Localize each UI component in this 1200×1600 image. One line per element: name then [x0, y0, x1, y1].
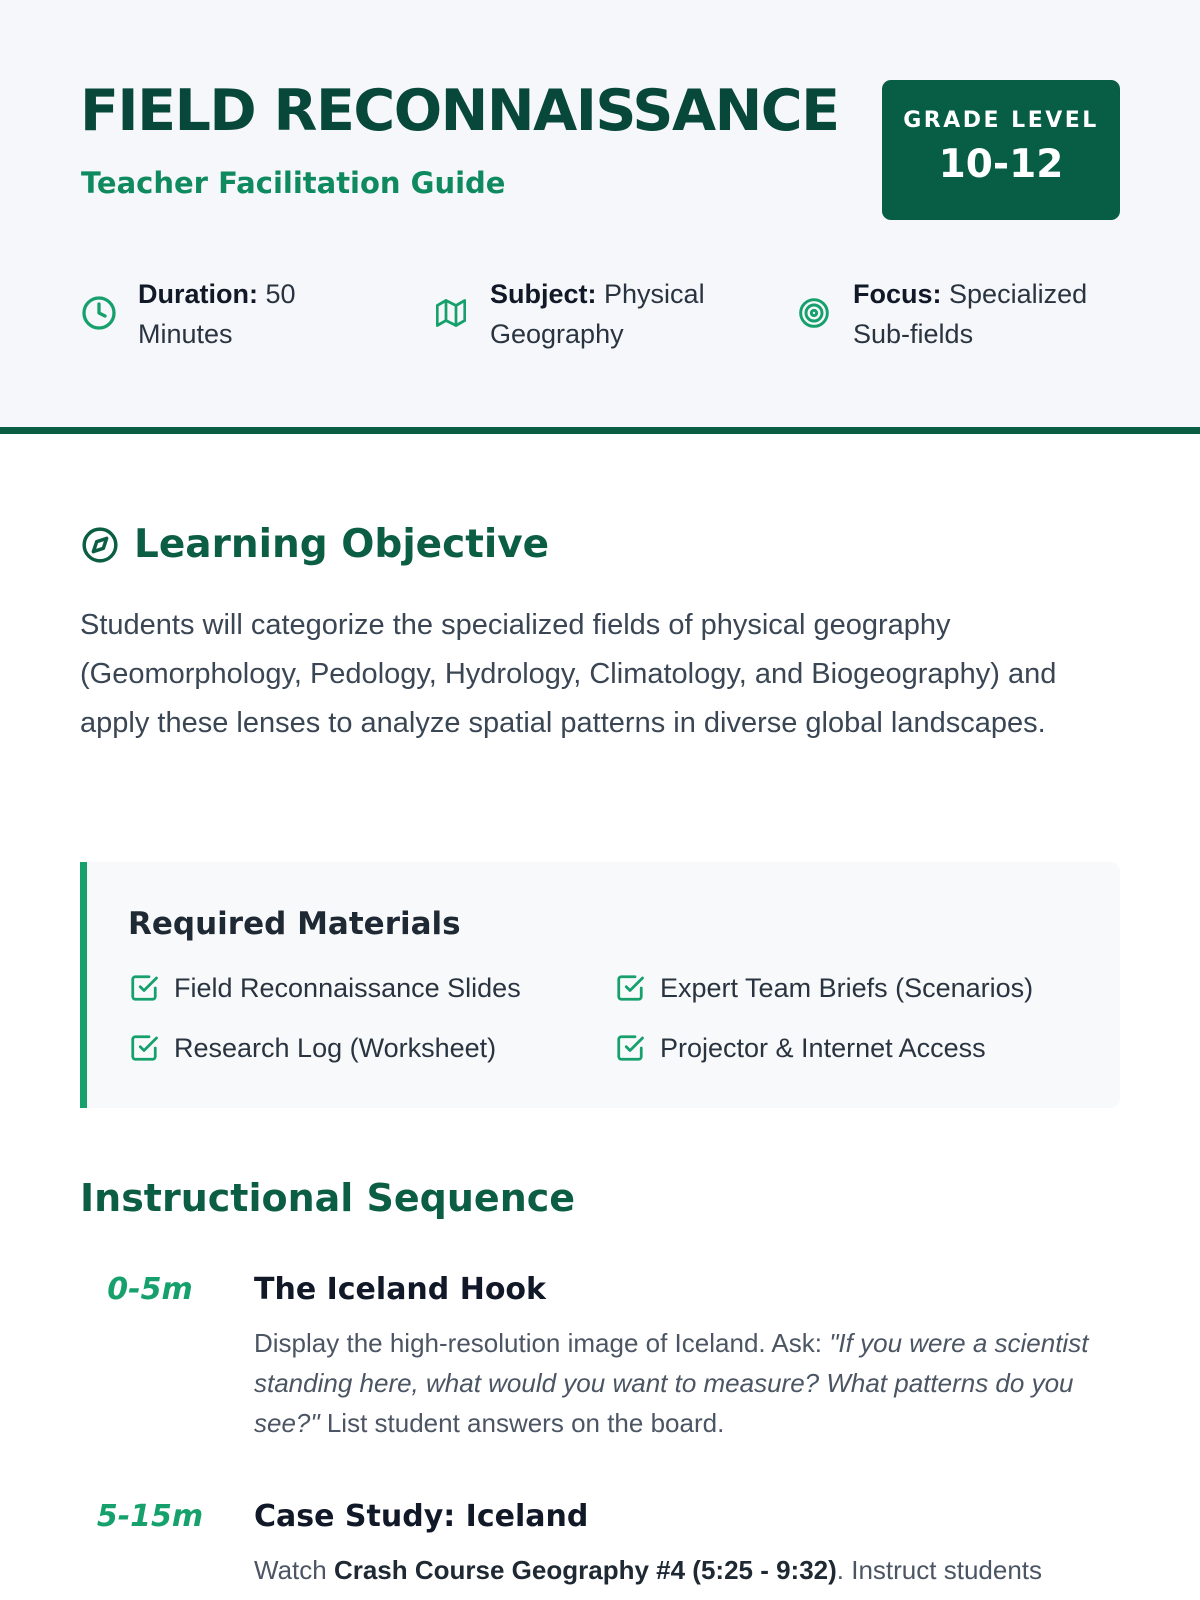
- step-description: Display the high-resolution image of Iceland. Ask: "If you were a scientist standing here, what would you want to measure? What patterns do you see?" List student answers on the board.: [254, 1328, 1089, 1438]
- clock-icon: [80, 294, 118, 332]
- meta-focus: [795, 274, 1125, 354]
- required-materials-heading: Required Materials: [128, 906, 461, 942]
- learning-objective-text: Students will categorize the specialized fields of physical geography (Geomorphology, Pedology, Hydrology, Climatology, and Biogeography) and apply these lenses to analyze spatial patterns in diverse global landscapes.: [80, 609, 1057, 739]
- meta-subject-key: Subject:: [490, 279, 597, 309]
- map-icon: [432, 294, 470, 332]
- grade-level-label: GRADE LEVEL: [903, 108, 1099, 133]
- meta-duration-key: Duration:: [138, 279, 258, 309]
- material-label: Projector & Internet Access: [660, 1032, 986, 1063]
- checkbox-checked-icon: [614, 972, 646, 1004]
- step-time: 5-15m: [96, 1499, 204, 1534]
- meta-duration-value: 50 Minutes: [138, 279, 296, 349]
- checkbox-checked-icon: [128, 972, 160, 1004]
- material-item: [128, 972, 521, 1004]
- grade-level-value: 10-12: [938, 142, 1064, 187]
- step-title: The Iceland Hook: [254, 1272, 546, 1307]
- page-subtitle: Teacher Facilitation Guide: [81, 166, 506, 200]
- material-item: [128, 1032, 496, 1064]
- meta-subject: [432, 274, 752, 354]
- material-label: Research Log (Worksheet): [174, 1032, 497, 1063]
- step-time: 0-5m: [107, 1272, 193, 1307]
- meta-focus-key: Focus:: [853, 279, 942, 309]
- checkbox-checked-icon: [614, 1032, 646, 1064]
- step-description: Watch Crash Course Geography #4 (5:25 - 9:32). Instruct students: [254, 1555, 1043, 1585]
- material-item: [614, 1032, 986, 1064]
- material-label: Expert Team Briefs (Scenarios): [660, 972, 1034, 1003]
- step-title: Case Study: Iceland: [254, 1499, 589, 1534]
- grade-level-badge: [882, 80, 1120, 220]
- checkbox-checked-icon: [128, 1032, 160, 1064]
- learning-objective-title: Learning Objective: [134, 522, 550, 567]
- header-band: [0, 0, 1200, 434]
- target-icon: [795, 294, 833, 332]
- compass-icon: [80, 525, 120, 565]
- material-label: Field Reconnaissance Slides: [174, 972, 521, 1003]
- meta-duration: [80, 274, 380, 354]
- page-title: FIELD RECONNAISSANCE: [80, 78, 839, 144]
- learning-objective-heading: [80, 522, 549, 567]
- instructional-sequence-heading: Instructional Sequence: [80, 1176, 576, 1220]
- meta-subject-value: Physical Geography: [490, 279, 705, 349]
- meta-focus-value: Specialized Sub-fields: [853, 279, 1088, 349]
- material-item: [614, 972, 1033, 1004]
